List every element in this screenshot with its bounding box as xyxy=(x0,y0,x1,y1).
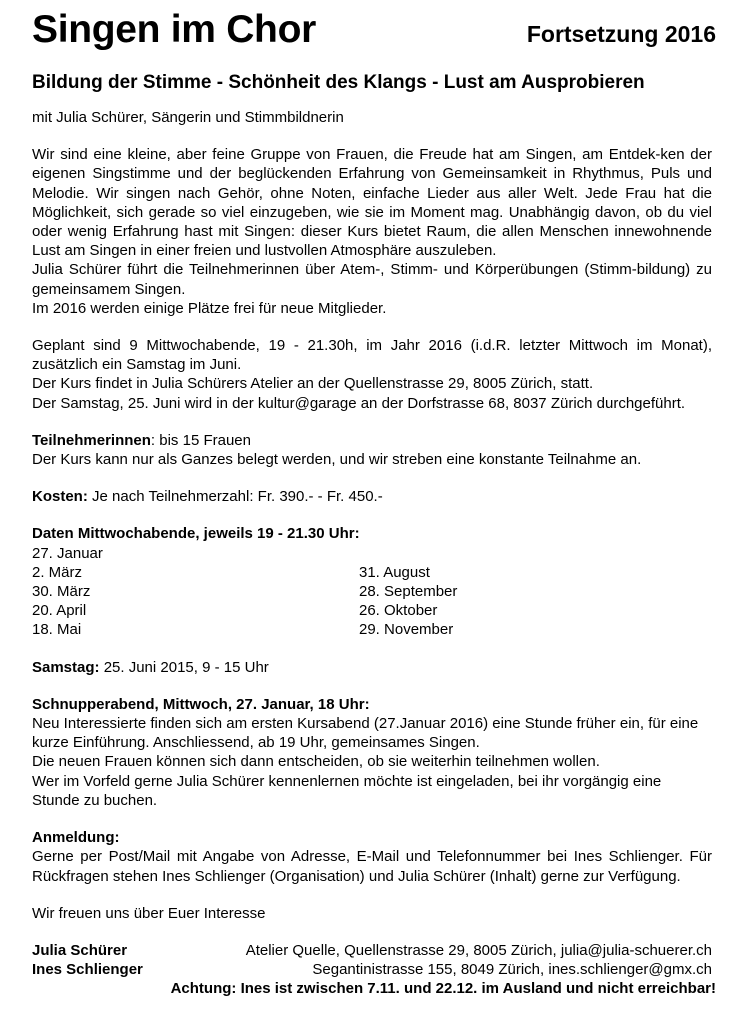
costs-label: Kosten: xyxy=(32,488,88,506)
registration-heading xyxy=(32,828,712,847)
page-title: Singen im Chor xyxy=(32,8,316,51)
contact-details: Atelier Quelle, Quellenstrasse 29, 8005 Zürich, julia@julia-schuerer.ch xyxy=(245,941,712,959)
schedule-line: Geplant sind 9 Mittwochabende, 19 - 21.30h, im Jahr 2016 (i.d.R. letzter Mittwoch im Monat), zusätzlich ein Samstag im Juni. xyxy=(32,337,712,374)
saturday-line xyxy=(32,658,712,677)
contact-details: Segantinistrasse 155, 8049 Zürich, ines.schlienger@gmx.ch xyxy=(312,961,712,979)
header xyxy=(32,8,716,58)
registration-text: Gerne per Post/Mail mit Angabe von Adresse, E-Mail und Telefonnummer bei Ines Schlienger. Für Rückfragen stehen Ines Schlienger (Organisation) und Julia Schürer (Inhalt) gerne zur Verfügung. xyxy=(32,848,712,885)
saturday-label: Samstag: xyxy=(32,658,100,676)
trial-line: Neu Interessierte finden sich am ersten Kursabend (27.Januar 2016) eine Stunde früher ein, für eine kurze Einführung. Anschliessend, ab 19 Uhr, gemeinsames Singen. xyxy=(32,715,699,752)
schedule-saturday-location: Der Samstag, 25. Juni wird in der kultur@garage an der Dorfstrasse 68, 8037 Zürich durchgeführt. xyxy=(32,394,686,412)
schedule-section xyxy=(32,336,712,413)
date-item: 2. März xyxy=(32,563,83,581)
trial-heading xyxy=(32,695,712,714)
schedule-location: Der Kurs findet in Julia Schürers Atelier an der Quellenstrasse 29, 8005 Zürich, statt. xyxy=(32,375,594,393)
dates-heading xyxy=(32,524,712,543)
trial-line-3: Wer im Vorfeld gerne Julia Schürer kennenlernen möchte ist eingeladen, bei ihr vorgängig eine Stunde zu buchen. xyxy=(32,772,662,809)
absence-warning: Achtung: Ines ist zwischen 7.11. und 22.12. im Ausland und nicht erreichbar! xyxy=(170,980,716,998)
registration-heading-text: Anmeldung: xyxy=(32,829,120,847)
saturday-value: 25. Juni 2015, 9 - 15 Uhr xyxy=(99,658,269,676)
date-first: 27. Januar xyxy=(32,544,103,562)
contact-name: Julia Schürer xyxy=(32,941,128,959)
registration-section xyxy=(32,828,712,886)
course-leader: mit Julia Schürer, Sängerin und Stimmbildnerin xyxy=(32,109,344,126)
contact-row xyxy=(32,960,712,979)
closing-text: Wir freuen uns über Euer Interesse xyxy=(32,904,266,922)
trial-heading-text: Schnupperabend, Mittwoch, 27. Januar, 18 Uhr: xyxy=(32,695,370,713)
date-item: 29. November xyxy=(359,621,454,639)
trial-line-2: Die neuen Frauen können sich dann entscheiden, ob sie weiterhin teilnehmen wollen. xyxy=(32,753,600,771)
subtitle: Bildung der Stimme - Schönheit des Klangs - Lust am Ausprobieren xyxy=(32,72,645,93)
date-item: 18. Mai xyxy=(32,621,82,639)
date-item: 20. April xyxy=(32,602,87,620)
dates-section xyxy=(32,524,712,639)
participants-line xyxy=(32,431,712,450)
dates-grid xyxy=(32,563,712,640)
contact-row xyxy=(32,941,712,960)
participants-value: : bis 15 Frauen xyxy=(150,431,251,449)
contacts-section xyxy=(32,941,716,999)
date-item: 30. März xyxy=(32,583,91,601)
date-item: 26. Oktober xyxy=(359,602,438,620)
intro-section xyxy=(32,145,712,318)
intro-paragraph-3: Im 2016 werden einige Plätze frei für neue Mitglieder. xyxy=(32,299,387,317)
dates-heading-text: Daten Mittwochabende, jeweils 19 - 21.30 Uhr: xyxy=(32,525,360,543)
date-item: 31. August xyxy=(359,563,430,581)
costs-value: Je nach Teilnehmerzahl: Fr. 390.- - Fr. 450.- xyxy=(87,488,383,506)
saturday-section xyxy=(32,658,712,677)
continuation-label: Fortsetzung 2016 xyxy=(526,21,716,47)
closing-section xyxy=(32,904,712,923)
participants-note: Der Kurs kann nur als Ganzes belegt werden, und wir streben eine konstante Teilnahme an. xyxy=(32,451,642,469)
contact-name: Ines Schlienger xyxy=(32,961,143,979)
flyer-page xyxy=(32,8,716,999)
participants-label: Teilnehmerinnen xyxy=(32,431,151,449)
date-item: 28. September xyxy=(359,583,458,601)
costs-line xyxy=(32,487,712,506)
intro-paragraph: Wir sind eine kleine, aber feine Gruppe von Frauen, die Freude hat am Singen, am Entdek-ken der eigenen Singstimme und der beglückenden Erfahrung von Gemeinsamkeit in Rhythmus, Puls und Melodie. Wir singen nach Gehör, ohne Noten, einfache Lieder aus aller Welt. Jede Frau hat die Möglichkeit, sich gerade so viel einzugeben, wie sie im Moment mag. Unabhängig davon, ob du viel oder wenig Erfahrung hast mit Singen: dieser Kurs bietet Raum, die allen Menschen innewohnende Lust am Singen in einer freien und lustvollen Atmosphäre auszuleben. xyxy=(32,146,712,260)
intro-paragraph-2: Julia Schürer führt die Teilnehmerinnen über Atem-, Stimm- und Körperübungen (Stimm-bildung) zu gemeinsamem Singen. xyxy=(32,261,712,298)
trial-section xyxy=(32,695,712,810)
participants-section xyxy=(32,431,712,469)
costs-section xyxy=(32,487,712,506)
